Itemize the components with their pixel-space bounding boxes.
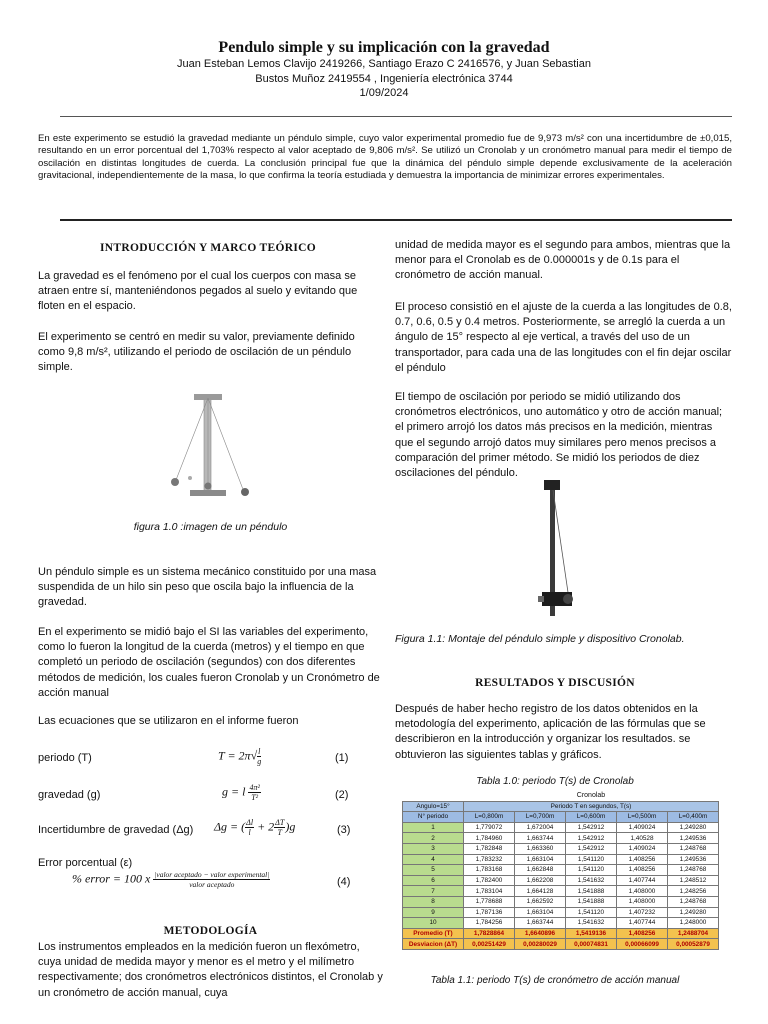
cronolab-table-wrapper [402,791,719,950]
table-average-label: Promedio (T) [403,928,464,939]
table-row [403,896,719,907]
cronolab-table [402,791,719,950]
table-column-header: L=0,500m [617,812,668,823]
eq4-label: Error porcentual (ε) [38,857,133,869]
table-row [403,833,719,844]
table-deviation-cell: 0,00052879 [668,939,719,950]
eq2-label: gravedad (g) [38,789,101,801]
table-average-cell: 1,6640896 [515,928,566,939]
pendulum-stand [204,398,211,494]
cronolab-knob [538,596,544,602]
table-cell: 1,664128 [515,886,566,897]
pendulum-bob-center [205,483,212,490]
table-row [403,854,719,865]
table-cell: 1,662592 [515,896,566,907]
table-cell: 1,787136 [464,907,515,918]
table-deviation-row [403,939,719,950]
table-row [403,886,719,897]
table-cell: 1,248000 [668,918,719,929]
table-cell: 1,782848 [464,843,515,854]
table-row-index: 7 [403,886,464,897]
pendulum-string-right [208,398,244,492]
heading-methodology: METODOLOGÍA [163,925,258,937]
pendulum-figure [160,388,260,498]
table-cell: 1,662208 [515,875,566,886]
table-row-index: 8 [403,896,464,907]
table-cell: 1,248768 [668,843,719,854]
table-row-index: 5 [403,865,464,876]
table-deviation-cell: 0,00066099 [617,939,668,950]
table-deviation-cell: 0,00251429 [464,939,515,950]
paper-title: Pendulo simple y su implicación con la gravedad [218,39,550,56]
table-cell: 1,783168 [464,865,515,876]
table-cell: 1,249280 [668,907,719,918]
table-cell: 1,408256 [617,854,668,865]
cronolab-clamp-top [544,480,560,490]
table-cell: 1,409024 [617,822,668,833]
table-cell: 1,663744 [515,833,566,844]
abstract-divider [60,219,732,221]
intro-paragraph-4: En el experimento se midió bajo el SI las variables del experimento, como lo fueron la longitud de la cuerda (metros) y el tiempo en que completó un periodo de oscilación (segundos) con dos diferentes métodos de medición, los cuales fueron Cronolab y un Cronómetro de acción manual [38,626,380,699]
figure-2-caption: Figura 1.1: Montaje del péndulo simple y dispositivo Cronolab. [395,633,685,645]
table-row [403,843,719,854]
table-cell: 1,541888 [566,896,617,907]
method-paragraph-3: El proceso consistió en el ajuste de la cuerda a las longitudes de 0.8, 0.7, 0.6, 0.5 y 0.4 metros. Posteriormente, se arregló la cuerda a un ángulo de 15° respecto al eje vertical, a través del uso de un transportador, para cada una de las longitudes con el fin dejar oscilar el péndulo [395,301,732,374]
intro-paragraph-5: Las ecuaciones que se utilizaron en el informe fueron [38,715,299,727]
table-average-cell: 1,7828864 [464,928,515,939]
table-cell: 1,779072 [464,822,515,833]
table-column-header-row [403,812,719,823]
table-cell: 1,778688 [464,896,515,907]
table-row-index: 6 [403,875,464,886]
abstract: En este experimento se estudió la gravedad mediante un péndulo simple, cuyo valor experimental promedio fue de 9,973 m/s² con una incertidumbre de ±0,015, resultando en un error porcentual del 1,703% respecto al valor aceptado de 9,806 m/s². Se utilizó un Cronolab y un cronómetro manual para medir el tiempo de oscilación en distintas longitudes de cuerda. La conclusión principal fue que la dinámica del péndulo simple depende exclusivamente de la aceleración gravitacional, independientemente de la masa, lo que confirma la teoría estudiada y demuestra la importancia de minimizar errores experimentales. [38,133,732,182]
authors-line-1: Juan Esteban Lemos Clavijo 2419266, Santiago Erazo C 2416576, y Juan Sebastian [176,58,591,70]
table-deviation-label: Desviacion (ΔT) [403,939,464,950]
table-cell: 1,663104 [515,854,566,865]
table-cell: 1,542912 [566,833,617,844]
table-cell: 1,663360 [515,843,566,854]
eq3-formula: Δg = ( $\frac{\Delta l}{l} + 2$ $\frac{\Delta T}{T})g$ [214,818,296,837]
table-column-header: L=0,400m [668,812,719,823]
table-column-header: L=0,700m [515,812,566,823]
table-cell: 1,248768 [668,896,719,907]
table-column-header: L=0,600m [566,812,617,823]
pendulum-bob-right [241,488,249,496]
table-row-index: 2 [403,833,464,844]
table-average-cell: 1,2488704 [668,928,719,939]
table-cell: 1,408000 [617,886,668,897]
intro-paragraph-3: Un péndulo simple es un sistema mecánico constituido por una masa suspendida de un hilo sin peso que oscila bajo la influencia de la gravedad. [38,566,377,609]
table-cell: 1,541120 [566,907,617,918]
table-cell: 1,662848 [515,865,566,876]
table-cell: 1,407744 [617,875,668,886]
pendulum-bob-left [171,478,179,486]
table-cell: 1,542912 [566,843,617,854]
table-cell: 1,249536 [668,833,719,844]
authors-line-2: Bustos Muñoz 2419554 , Ingeniería electrónica 3744 [255,73,513,85]
table-cell: 1,40528 [617,833,668,844]
table-cell: 1,409024 [617,843,668,854]
eq4-formula: % error = 100 x $\frac{\text{|valor aceptado − valor experimental|}}{\text{valor aceptado}}$ [72,870,270,889]
eq1-number: (1) [335,752,349,764]
table-row-index: 1 [403,822,464,833]
table-cell: 1,407232 [617,907,668,918]
table-deviation-cell: 0,00074831 [566,939,617,950]
eq2-number: (2) [335,789,349,801]
table-row-index: 4 [403,854,464,865]
cronolab-string [553,490,570,606]
pendulum-string-left [176,398,208,480]
cronolab-figure [520,478,590,620]
table-cell: 1,784960 [464,833,515,844]
table-cell: 1,541632 [566,875,617,886]
heading-introduction: INTRODUCCIÓN Y MARCO TEÓRICO [100,242,316,254]
table-body [403,822,719,928]
table-cell: 1,408256 [617,865,668,876]
table-row [403,822,719,833]
eq1-formula: T = 2π√ $\frac{l}{g}$ [218,747,262,766]
table-row [403,875,719,886]
table-row-index: 10 [403,918,464,929]
table-angle: Angulo=15° [403,801,464,812]
table-average-cell: 1,408256 [617,928,668,939]
header-divider [60,116,732,117]
table-row-index: 3 [403,843,464,854]
eq2-formula: g = l $\frac{\text{4π²}}{\text{T²}}$ [222,783,260,802]
intro-paragraph-2: El experimento se centró en medir su valor, previamente definido como 9,8 m/s², utilizando el periodo de oscilación de un péndulo simple. [38,331,355,374]
table-cell: 1,248256 [668,886,719,897]
table-cell: 1,249280 [668,822,719,833]
table-cell: 1,663104 [515,907,566,918]
table-row [403,918,719,929]
table-cell: 1,542912 [566,822,617,833]
table-cell: 1,541120 [566,865,617,876]
table-span-header: Periodo T en segundos, T(s) [464,801,719,812]
table-cell: 1,248768 [668,865,719,876]
table-cell: 1,672004 [515,822,566,833]
pendulum-base [190,490,226,496]
table-cell: 1,784256 [464,918,515,929]
table-cell: 1,783104 [464,886,515,897]
eq3-label: Incertidumbre de gravedad (Δg) [38,824,194,836]
table-row [403,865,719,876]
table-title: Cronolab [576,792,606,800]
table-cell: 1,541632 [566,918,617,929]
table-cell: 1,782400 [464,875,515,886]
table-1-caption: Tabla 1.0: periodo T(s) de Cronolab [476,776,634,787]
method-paragraph-1: Los instrumentos empleados en la medición fueron un flexómetro, cuya unidad de medida mayor y menor es el metro y el milímetro respectivamente; dos cronómetros electrónicos distintos, el Cronolab y un cronómetro de acción manual, cuya [38,941,383,999]
table-cell: 1,541120 [566,854,617,865]
pendulum-trace-dot [188,476,192,480]
date: 1/09/2024 [359,87,409,99]
authors [80,57,688,87]
table-average-cell: 1,5419136 [566,928,617,939]
table-row [403,907,719,918]
table-cell: 1,783232 [464,854,515,865]
eq1-label: periodo (T) [38,752,92,764]
table-column-header: L=0,800m [464,812,515,823]
table-cell: 1,407744 [617,918,668,929]
heading-results: RESULTADOS Y DISCUSIÓN [475,677,635,689]
table-2-caption: Tabla 1.1: periodo T(s) de cronómetro de acción manual [430,975,680,986]
method-paragraph-4: El tiempo de oscilación por periodo se midió utilizando dos cronómetros electrónicos, uno automático y otro de acción manual; el primero arrojó los datos más precisos en la medición, mientras que el segundo arrojó datos muy similares pero menos precisos a comparación del primer método. Se midió los periodos de diez oscilaciones del péndulo. [395,391,723,480]
eq4-number: (4) [337,876,351,888]
table-cell: 1,541888 [566,886,617,897]
table-average-row [403,928,719,939]
table-row-index: 9 [403,907,464,918]
cronolab-bob [563,594,573,604]
table-cell: 1,408000 [617,896,668,907]
table-cell: 1,663744 [515,918,566,929]
eq3-number: (3) [337,824,351,836]
table-cell: 1,248512 [668,875,719,886]
figure-1-caption: figura 1.0 :imagen de un péndulo [133,521,288,533]
intro-paragraph-1: La gravedad es el fenómeno por el cual los cuerpos con masa se atraen entre sí, manteniéndonos pegados al suelo y evitando que floten en el espacio. [38,270,358,313]
eq4-denominator: valor aceptado [189,880,235,889]
eq4-numerator: |valor aceptado − valor experimental| [154,870,270,879]
results-paragraph-1: Después de haber hecho registro de los datos obtenidos en la metodología del experimento, aplicación de las fórmulas que se describieron en la introducción y organizar los resultados. se obtuvieron las siguientes tablas y gráficos. [395,703,706,761]
table-deviation-cell: 0,00280029 [515,939,566,950]
method-paragraph-2: unidad de medida mayor es el segundo para ambos, mientras que la menor para el Cronolab es de 0.000001s y de 0.1s para el cronómetro de acción manual. [395,239,731,282]
table-column-header: N° periodo [403,812,464,823]
table-cell: 1,249536 [668,854,719,865]
